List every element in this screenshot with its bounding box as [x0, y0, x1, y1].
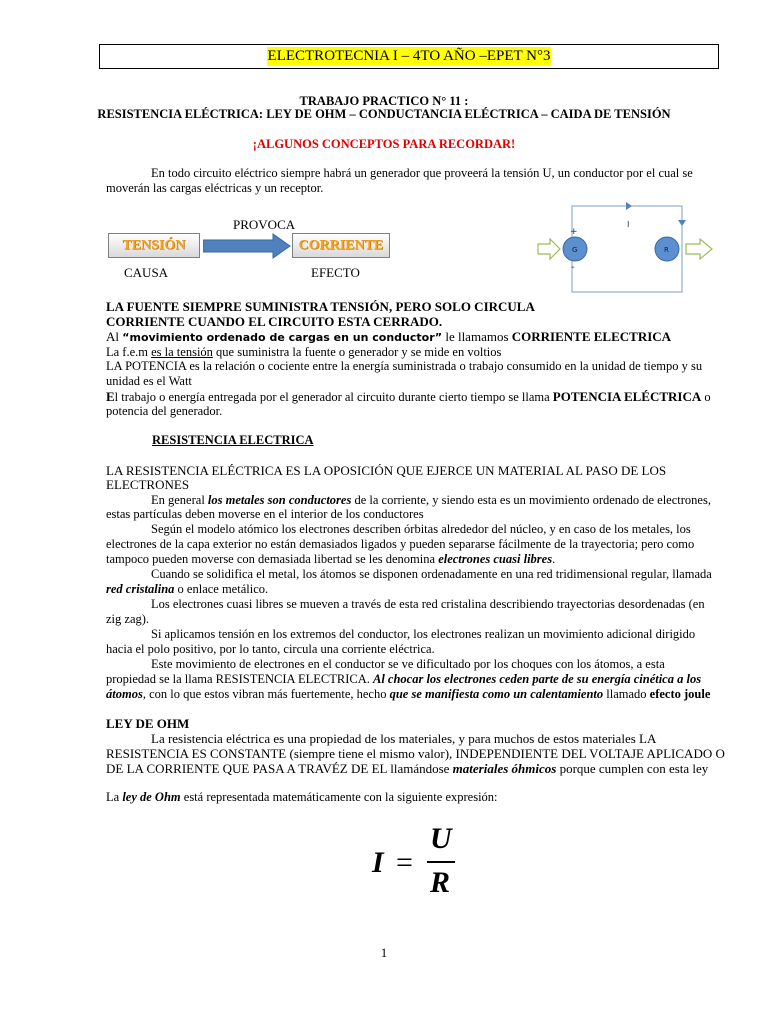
trabajo-bold: POTENCIA ELÉCTRICA — [552, 389, 702, 404]
fem-post: que suministra la fuente o generador y se mide en voltios — [212, 345, 502, 359]
p1-bi: los metales son conductores — [207, 493, 352, 507]
circuit-i-label: I — [627, 220, 630, 229]
potencia-line-1: LA POTENCIA es la relación o cociente entre la energía suministrada o trabajo consumido en la unidad de tiempo y su — [106, 359, 703, 373]
p5-line-1: Si aplicamos tensión en los extremos del conductor, los electrones realizan un movimiento adicional dirigido — [151, 627, 696, 641]
header-title: ELECTROTECNIA I – 4TO AÑO –EPET N°3 — [267, 48, 551, 64]
p6-line-1: Este movimiento de electrones en el conductor se ve dificultado por los choques con los átomos, a esta — [151, 657, 665, 671]
p1-pre: En general — [151, 493, 208, 507]
tension-label: TENSIÓN — [122, 238, 186, 253]
p1-post: de la corriente, y siendo esta es un movimiento ordenado de electrones, — [351, 493, 711, 507]
causa-label: CAUSA — [124, 265, 169, 280]
ley-line-1: La resistencia eléctrica es una propiedad de los materiales, y para muchos de estos materiales LA — [151, 731, 657, 746]
trabajo-line-2: potencia del generador. — [106, 404, 223, 418]
al-bold: CORRIENTE ELECTRICA — [511, 329, 672, 344]
p2-line-1: Según el modelo atómico los electrones describen órbitas alrededor del núcleo, y en caso de los metales, los — [151, 522, 691, 536]
p1-line-2: estas partículas deben moverse en el interior de los conductores — [106, 507, 424, 521]
page-number: 1 — [380, 945, 388, 960]
trabajo-line-1 — [106, 389, 711, 405]
intro-line-2: moverán las cargas eléctricas y un receptor. — [106, 181, 324, 195]
tension-box — [108, 233, 200, 258]
ley-expr-line — [106, 790, 498, 805]
fem-pre: La f.e.m — [106, 345, 152, 359]
p6-bi-calentamiento: que se manifiesta como un calentamiento — [389, 687, 604, 701]
p1-line-1 — [151, 493, 711, 508]
tp-number: TRABAJO PRACTICO N° 11 : — [299, 94, 469, 108]
p6-line-2 — [106, 672, 701, 687]
ley-expr-pre: La — [106, 790, 123, 804]
header-box — [99, 44, 719, 69]
plus-sign: + — [570, 227, 578, 237]
al-mid: le llamamos — [442, 329, 512, 344]
ley-line-2: RESISTENCIA ES CONSTANTE (siempre tiene el mismo valor), INDEPENDIENTE DEL VOLTAJE APLICADO O — [106, 746, 725, 761]
provoca-label: PROVOCA — [233, 217, 296, 232]
p3-line-2 — [106, 582, 268, 597]
p6-joule: efecto joule — [649, 687, 711, 701]
fem-underline: es la tensión — [151, 345, 213, 359]
current-arrow-icon — [626, 202, 632, 210]
p2-line-3 — [106, 552, 555, 567]
trabajo-post: o — [701, 390, 711, 404]
ley-post: porque cumplen con esta ley — [556, 761, 709, 776]
formula-num: U — [430, 822, 452, 855]
intro-line-1: En todo circuito eléctrico siempre habrá un generador que proveerá la tensión U, un conductor por el cual se — [151, 166, 693, 180]
p6-pre: propiedad se la llama RESISTENCIA ELECTRICA. — [106, 672, 373, 686]
al-quote: “movimiento ordenado de cargas en un conductor” — [122, 331, 443, 344]
p6-mid: , con lo que estos vibran más fuertemente, hecho — [142, 687, 390, 701]
al-pre: Al — [106, 329, 123, 344]
p6-line-3 — [106, 687, 710, 702]
concepts-heading: ¡ALGUNOS CONCEPTOS PARA RECORDAR! — [252, 137, 516, 151]
formula-den: R — [430, 866, 451, 899]
p6-mid2: llamado — [603, 687, 650, 701]
p3-bi: red cristalina — [106, 582, 175, 596]
tp-subtitle: RESISTENCIA ELÉCTRICA: LEY DE OHM – CONDUCTANCIA ELÉCTRICA – CAIDA DE TENSIÓN — [97, 107, 671, 121]
corriente-def — [106, 329, 671, 345]
p2-bi: electrones cuasi libres — [438, 552, 553, 566]
p3-line-1: Cuando se solidifica el metal, los átomos se disponen ordenadamente en una red tridimensional regular, llamada — [151, 567, 712, 581]
output-arrow-icon — [686, 239, 712, 259]
efecto-label: EFECTO — [311, 265, 360, 280]
fem-line — [106, 345, 501, 360]
ley-bi: materiales óhmicos — [452, 761, 557, 776]
res-def-line-2: ELECTRONES — [106, 477, 190, 492]
ley-heading: LEY DE OHM — [106, 716, 190, 731]
provoca-arrow-icon — [203, 233, 291, 259]
ley-pre: DE LA CORRIENTE QUE PASA A TRAVÉZ DE EL llamándose — [106, 761, 453, 776]
formula-eq: = — [396, 846, 413, 879]
corriente-box — [292, 233, 390, 258]
formula-lhs: I — [372, 846, 384, 879]
trabajo-pre: l trabajo o energía entregada por el generador al circuito durante cierto tiempo se llama — [114, 390, 553, 404]
p4-line-2: zig zag). — [106, 612, 150, 626]
resistencia-heading: RESISTENCIA ELECTRICA — [152, 433, 314, 447]
res-def-line-1: LA RESISTENCIA ELÉCTRICA ES LA OPOSICIÓN QUE EJERCE UN MATERIAL AL PASO DE LOS — [106, 463, 667, 478]
minus-sign: - — [571, 262, 575, 273]
p2-pre: tampoco pueden moverse con demasiada libertad se les denomina — [106, 552, 439, 566]
p5-line-2: hacia el polo positivo, por lo tanto, circula una corriente eléctrica. — [106, 642, 435, 656]
generator-label: G — [572, 246, 578, 254]
ley-expr-bi: ley de Ohm — [122, 790, 181, 804]
circuit-diagram — [536, 200, 718, 310]
wire-arrow-icon — [678, 220, 686, 226]
fuente-line-1: LA FUENTE SIEMPRE SUMINISTRA TENSIÓN, PERO SOLO CIRCULA — [106, 299, 535, 314]
receptor-label: R — [664, 246, 669, 254]
input-arrow-icon — [538, 239, 560, 259]
ley-expr-post: está representada matemáticamente con la siguiente expresión: — [180, 790, 498, 804]
ohm-formula — [370, 820, 470, 900]
p6-bi-atomos: átomos — [106, 687, 143, 701]
p2-line-2: electrones de la capa exterior no están demasiados ligados y pueden separarse fácilmente de la trayectoria; pero como — [106, 537, 695, 551]
p3-post: o enlace metálico. — [174, 582, 269, 596]
p4-line-1: Los electrones cuasi libres se mueven a través de esta red cristalina describiendo trayectorias desordenadas (en — [151, 597, 705, 611]
potencia-line-2: unidad es el Watt — [106, 374, 192, 388]
p6-bi: Al chocar los electrones ceden parte de su energía cinética a los — [372, 672, 702, 686]
corriente-label: CORRIENTE — [298, 238, 384, 253]
trabajo-e: E — [106, 389, 115, 404]
p2-post: . — [552, 552, 556, 566]
fuente-line-2: CORRIENTE CUANDO EL CIRCUITO ESTA CERRADO. — [106, 314, 443, 329]
ley-line-3 — [106, 761, 708, 776]
